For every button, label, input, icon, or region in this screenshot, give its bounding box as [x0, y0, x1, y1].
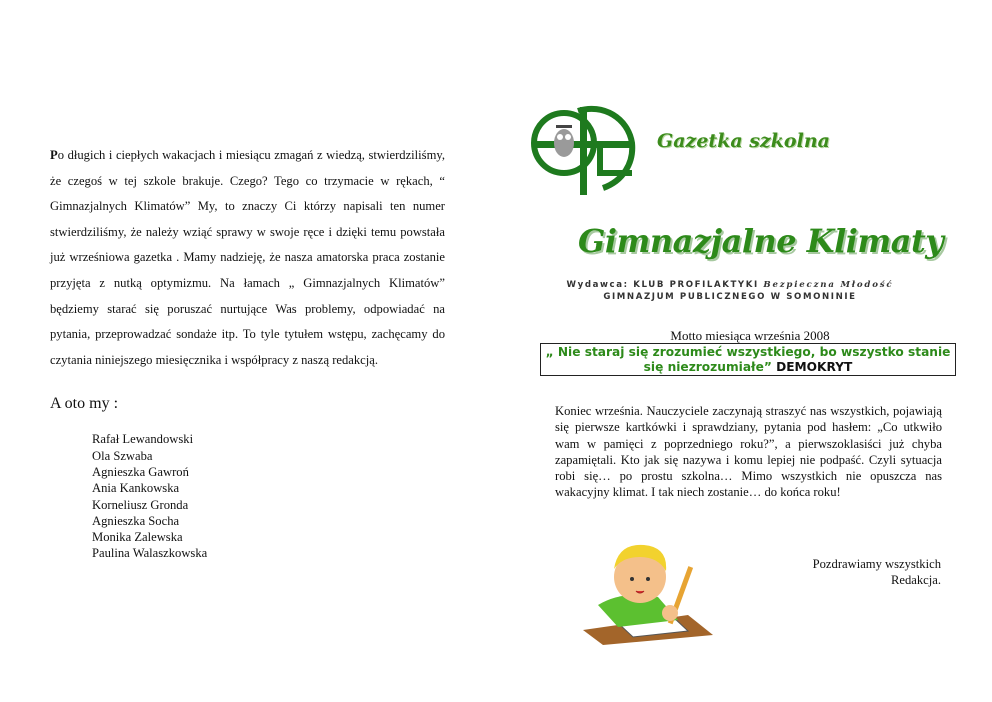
school-logo-icon	[528, 103, 638, 198]
team-member: Korneliusz Gronda	[92, 497, 189, 512]
team-member: Rafał Lewandowski	[92, 432, 194, 447]
motto-text: „ Nie staraj się zrozumieć wszystkiego, bo wszystko stanie się niezrozumiałe”	[545, 345, 951, 374]
team-heading: A oto my :	[50, 395, 119, 413]
intro-text: o długich i ciepłych wakacjach i miesiącu zmagań z wiedzą, stwierdziliśmy, że czegoś w tej szkole brakuje. Czego? Tego co trzymacie w rękach, “ Gimnazjalnych Klimatów” My, to znaczy Ci którzy napisali ten numer stwierdziliśmy, że należy wziąć sprawy w swoje ręce i dzięki temu powstała już wrześniowa gazetka . Mamy nadzieję, że nasza amatorska praca zostanie przyjęta z nutką optymizmu. Na łamach „ Gimnazjalnych Klimatów” będziemy starać się poruszać nurtujące Was problemy, odpowiadać na pytania, przeprowadzać sondaże itp. To tyle tytułem wstępu, zachęcamy do czytania niniejszego miesięcznika i współpracy z naszą redakcją.	[50, 148, 445, 367]
closing-greeting	[813, 556, 941, 589]
newsletter-title: Gimnazjalne Klimaty	[578, 222, 944, 260]
publisher-info	[560, 279, 900, 303]
team-member: Ania Kankowska	[92, 481, 180, 496]
closing-line-1: Pozdrawiamy wszystkich	[812, 557, 941, 571]
motto-author: DEMOKRYT	[771, 360, 853, 374]
team-member: Paulina Walaszkowska	[92, 546, 208, 561]
publisher-school: GIMNAZJUM PUBLICZNEGO W SOMONINIE	[603, 292, 857, 302]
publisher-prefix: Wydawca: KLUB PROFILAKTYKI	[566, 280, 764, 290]
motto-box	[540, 343, 956, 376]
closing-signature: Redakcja.	[891, 573, 941, 588]
motto-label: Motto miesiąca września 2008	[670, 328, 830, 343]
intro-drop-letter: P	[50, 148, 58, 162]
intro-paragraph	[50, 143, 445, 373]
team-list	[92, 431, 445, 561]
publisher-club-name: Bezpieczna Młodość	[763, 280, 894, 290]
article-text: Koniec września. Nauczyciele zaczynają straszyć nas wszystkich, pojawiają się pierwsze kartkówki i sprawdziany, pytania pod hasłem: „Co utkwiło wam w pamięci z poprzedniego roku?”, a pierwszoklasiści już chyba zapamiętali. Kto jak się nazywa i komu lepiej nie podpaść. Czyli sytuacja robi się… po prostu szkolna… Mimo wszystkich nie opuszcza nas wakacyjny klimat. I tak niech zostanie… do końca roku!	[555, 404, 942, 500]
team-member: Ola Szwaba	[92, 448, 153, 463]
left-column	[50, 143, 445, 562]
writing-boy-icon	[578, 535, 718, 645]
team-member: Agnieszka Socha	[92, 513, 180, 528]
gazetka-szkolna-heading: Gazetka szkolna	[657, 130, 830, 152]
team-member: Agnieszka Gawroń	[92, 464, 189, 479]
team-member: Monika Zalewska	[92, 530, 183, 545]
